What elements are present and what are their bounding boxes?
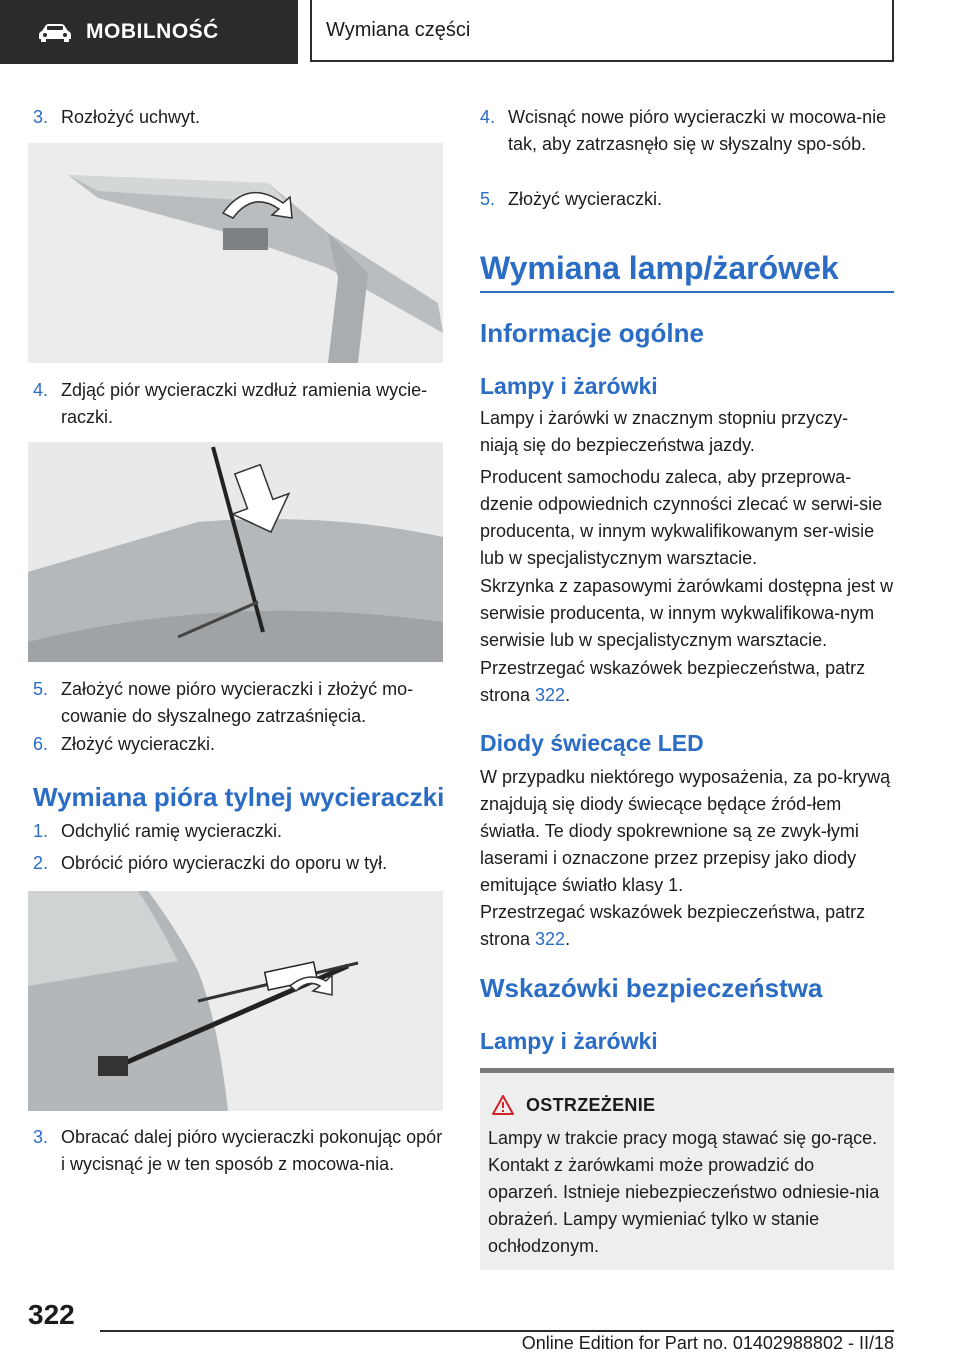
step-text: Odchylić ramię wycieraczki. [61, 821, 283, 841]
footer-rule [100, 1330, 894, 1332]
list-item [33, 850, 445, 877]
step-number: 4. [33, 380, 49, 400]
page-number: 322 [28, 1299, 75, 1330]
step-text: Obrócić pióro wycieraczki do oporu w tył. [61, 853, 388, 873]
list-item [480, 104, 895, 158]
page-link[interactable]: 322 [535, 685, 566, 705]
step-number: 5. [33, 679, 49, 699]
section-heading: Wymiana pióra tylnej wycieraczki [33, 782, 445, 812]
step-text: Rozłożyć uchwyt. [61, 107, 201, 127]
topic-heading: Lampy i żarówki [480, 1028, 658, 1054]
warning-box [480, 1068, 894, 1270]
step-number: 3. [33, 1127, 49, 1147]
warning-icon [492, 1095, 514, 1115]
step-number: 4. [480, 107, 496, 127]
step-number: 1. [33, 821, 49, 841]
step-text: Złożyć wycieraczki. [508, 189, 663, 209]
step-number: 3. [33, 107, 49, 127]
paragraph: Lampy i żarówki w znacznym stopniu przyczy-niają się do bezpieczeństwa jazdy. [480, 408, 849, 455]
subheading: Wskazówki bezpieczeństwa [480, 973, 823, 1003]
paragraph-text: Przestrzegać wskazówek bezpieczeństwa, patrz strona [480, 902, 866, 949]
step-number: 6. [33, 734, 49, 754]
step-text: Założyć nowe pióro wycieraczki i złożyć mo-cowanie do słyszalnego zatrzaśnięcia. [61, 679, 414, 726]
paragraph: Producent samochodu zaleca, aby przeprowa-dzenie odpowiednich czynności zlecać w serwi-sie producenta, w innym wykwalifikowanym ser-wisie lub w specjalistycznym warsztacie. [480, 467, 883, 568]
step-number: 5. [480, 189, 496, 209]
list-item [33, 818, 445, 845]
chapter-title: Wymiana części [326, 18, 471, 41]
edition-note: Online Edition for Part no. 01402988802 - II/18 [521, 1333, 894, 1353]
rear-wiper-illustration [28, 891, 443, 1111]
warning-text: Lampy w trakcie pracy mogą stawać się go-rące. Kontakt z żarówkami może prowadzić do oparzeń. Istnieje niebezpieczeństwo odniesie-nia obrażeń. Lampy wymieniać tylko w stanie ochłodzonym. [488, 1128, 880, 1256]
chapter-heading: Wymiana lamp/żarówek [480, 250, 839, 286]
topic-heading: Lampy i żarówki [480, 373, 658, 399]
chapter-header [310, 0, 894, 62]
paragraph: Przestrzegać wskazówek bezpieczeństwa, patrz strona 322. [480, 658, 866, 705]
subheading: Informacje ogólne [480, 318, 704, 348]
paragraph: Skrzynka z zapasowymi żarówkami dostępna jest w serwisie producenta, w innym wykwalifikowa-nym serwisie lub w specjalistycznym warsztacie. [480, 576, 894, 650]
car-icon [38, 22, 72, 42]
paragraph-text: Przestrzegać wskazówek bezpieczeństwa, patrz strona [480, 658, 866, 705]
warning-title: OSTRZEŻENIE [526, 1095, 656, 1115]
list-item [33, 377, 445, 431]
topic-heading: Diody świecące LED [480, 730, 704, 756]
list-item [33, 731, 445, 758]
wiper-arm-illustration [28, 143, 443, 363]
step-text: Zdjąć piór wycieraczki wzdłuż ramienia wycie-raczki. [61, 380, 428, 427]
step-text: Złożyć wycieraczki. [61, 734, 216, 754]
list-item [480, 186, 895, 213]
step-text: Obracać dalej pióro wycieraczki pokonując opór i wycisnąć je w ten sposób z mocowa-nia. [61, 1127, 443, 1174]
list-item [33, 676, 445, 730]
step-text: Wcisnąć nowe pióro wycieraczki w mocowa-nie tak, aby zatrzasnęło się w słyszalny spo-sób. [508, 107, 887, 154]
list-item [33, 1124, 445, 1178]
windshield-wiper-illustration [28, 442, 443, 662]
paragraph: Przestrzegać wskazówek bezpieczeństwa, patrz strona 322. [480, 902, 866, 949]
heading-rule [480, 291, 894, 293]
section-label: MOBILNOŚĆ [86, 20, 219, 43]
page-link[interactable]: 322 [535, 929, 566, 949]
list-item [33, 104, 445, 131]
section-tab[interactable] [0, 0, 298, 64]
paragraph: W przypadku niektórego wyposażenia, za po-krywą znajdują się diody świecące będące źród-łem światła. Te diody spokrewnione są ze zwyk-łymi laserami i oznaczone przez przepisy jako diody emitujące światło klasy 1. [480, 767, 891, 895]
step-number: 2. [33, 853, 49, 873]
